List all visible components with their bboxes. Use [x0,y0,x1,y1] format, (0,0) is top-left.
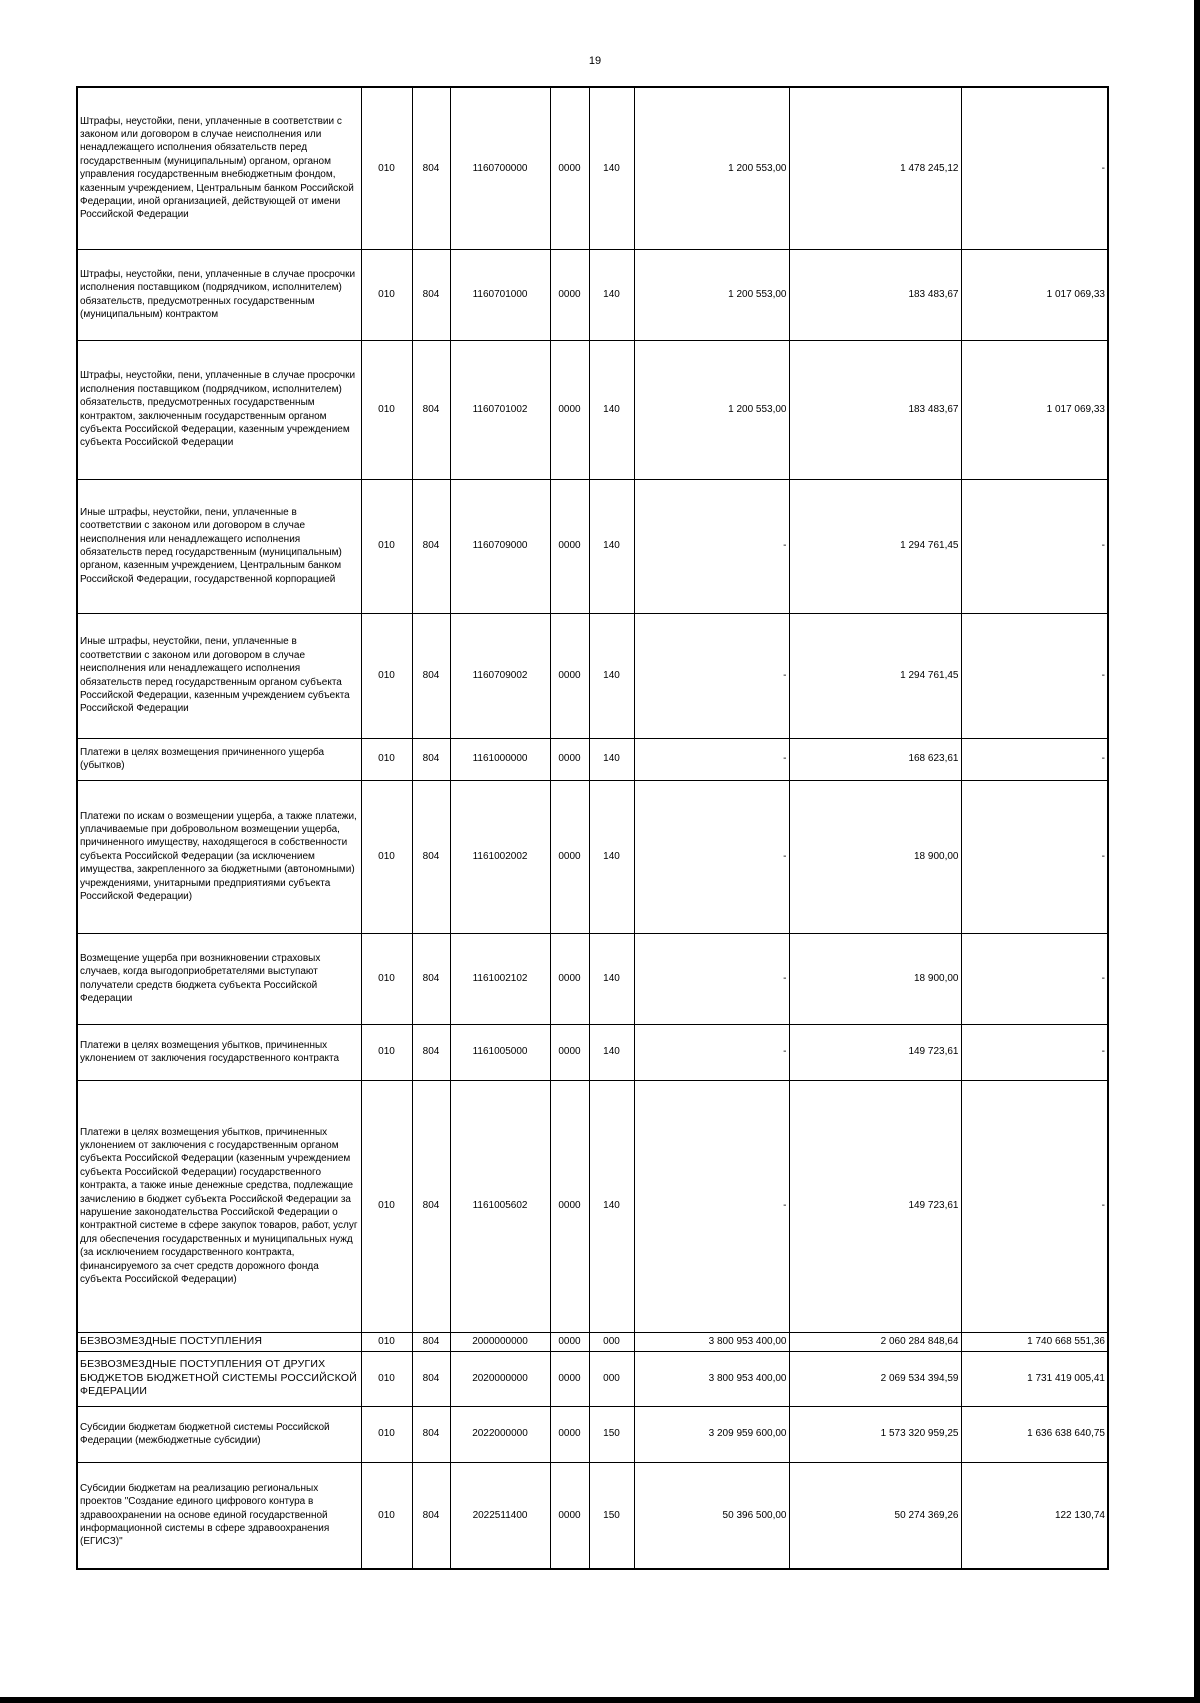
approved-amount: - [634,738,789,780]
admin-code: 804 [412,479,450,613]
scan-border-bottom [0,1697,1200,1703]
approved-amount: 1 200 553,00 [634,87,789,249]
income-name: Возмещение ущерба при возникновении страховых случаев, когда выгодоприобретателями выступают получатели средств бюджета субъекта Российской Федерации [77,933,361,1024]
line-code: 010 [361,1462,412,1569]
income-code: 2022000000 [450,1406,550,1462]
table-row [77,87,1108,249]
table-row [77,1080,1108,1332]
table-row [77,933,1108,1024]
subtype-code: 140 [589,249,634,340]
program-code: 0000 [550,340,589,479]
unexecuted-amount: - [961,738,1108,780]
admin-code: 804 [412,933,450,1024]
unexecuted-amount: - [961,479,1108,613]
program-code: 0000 [550,613,589,738]
table-row [77,613,1108,738]
income-name: Платежи по искам о возмещении ущерба, а также платежи, уплачиваемые при добровольном возмещении ущерба, причиненного имуществу, находящегося в собственности субъекта Российской Федерации (за исключением имущества, закрепленного за бюджетными (автономными) учреждениями, унитарными предприятиями субъекта Российской Федерации) [77,780,361,933]
subtype-code: 140 [589,479,634,613]
income-code: 1161002102 [450,933,550,1024]
income-code: 2022511400 [450,1462,550,1569]
unexecuted-amount: 1 017 069,33 [961,340,1108,479]
executed-amount: 149 723,61 [789,1080,961,1332]
unexecuted-amount: - [961,87,1108,249]
admin-code: 804 [412,340,450,479]
unexecuted-amount: - [961,1080,1108,1332]
unexecuted-amount: - [961,780,1108,933]
table-row [77,340,1108,479]
income-name: БЕЗВОЗМЕЗДНЫЕ ПОСТУПЛЕНИЯ ОТ ДРУГИХ БЮДЖЕТОВ БЮДЖЕТНОЙ СИСТЕМЫ РОССИЙСКОЙ ФЕДЕРАЦИИ [77,1351,361,1406]
admin-code: 804 [412,780,450,933]
table-row [77,1462,1108,1569]
admin-code: 804 [412,1024,450,1080]
approved-amount: 50 396 500,00 [634,1462,789,1569]
income-name: Иные штрафы, неустойки, пени, уплаченные в соответствии с законом или договором в случае неисполнения или ненадлежащего исполнения обязательств перед государственным органом субъекта Российской Федерации, казенным учреждением субъекта Российской Федерации [77,613,361,738]
admin-code: 804 [412,249,450,340]
income-execution-table [76,86,1109,1570]
income-code: 1160709002 [450,613,550,738]
subtype-code: 150 [589,1462,634,1569]
executed-amount: 183 483,67 [789,249,961,340]
executed-amount: 149 723,61 [789,1024,961,1080]
executed-amount: 1 294 761,45 [789,479,961,613]
unexecuted-amount: 1 731 419 005,41 [961,1351,1108,1406]
program-code: 0000 [550,1351,589,1406]
income-code: 1161002002 [450,780,550,933]
unexecuted-amount: 1 636 638 640,75 [961,1406,1108,1462]
line-code: 010 [361,1406,412,1462]
executed-amount: 183 483,67 [789,340,961,479]
subtype-code: 140 [589,87,634,249]
unexecuted-amount: 122 130,74 [961,1462,1108,1569]
table-row [77,780,1108,933]
table-row [77,1332,1108,1351]
income-code: 1160701002 [450,340,550,479]
program-code: 0000 [550,933,589,1024]
approved-amount: - [634,613,789,738]
line-code: 010 [361,479,412,613]
line-code: 010 [361,1024,412,1080]
admin-code: 804 [412,613,450,738]
line-code: 010 [361,249,412,340]
scan-border-right [1194,0,1200,1703]
program-code: 0000 [550,738,589,780]
page-number: 19 [588,55,602,67]
program-code: 0000 [550,87,589,249]
income-code: 2000000000 [450,1332,550,1351]
program-code: 0000 [550,479,589,613]
income-name: Платежи в целях возмещения убытков, причиненных уклонением от заключения государственного контракта [77,1024,361,1080]
line-code: 010 [361,613,412,738]
income-name: Иные штрафы, неустойки, пени, уплаченные в соответствии с законом или договором в случае неисполнения или ненадлежащего исполнения обязательств перед государственным (муниципальным) органом, казенным учреждением, Центральным банком Российской Федерации, государственной корпорацией [77,479,361,613]
line-code: 010 [361,1351,412,1406]
line-code: 010 [361,1080,412,1332]
subtype-code: 150 [589,1406,634,1462]
income-code: 2020000000 [450,1351,550,1406]
subtype-code: 000 [589,1351,634,1406]
executed-amount: 50 274 369,26 [789,1462,961,1569]
subtype-code: 140 [589,613,634,738]
executed-amount: 168 623,61 [789,738,961,780]
program-code: 0000 [550,1406,589,1462]
program-code: 0000 [550,1024,589,1080]
income-code: 1160701000 [450,249,550,340]
income-name: Субсидии бюджетам на реализацию региональных проектов "Создание единого цифрового контура в здравоохранении на основе единой государственной информационной системы в сфере здравоохранения (ЕГИСЗ)" [77,1462,361,1569]
approved-amount: - [634,1080,789,1332]
admin-code: 804 [412,1406,450,1462]
income-name: Платежи в целях возмещения убытков, причиненных уклонением от заключения с государственным органом субъекта Российской Федерации (казенным учреждением субъекта Российской Федерации) государственного контракта, а также иные денежные средства, подлежащие зачислению в бюджет субъекта Российской Федерации за нарушение законодательства Российской Федерации о контрактной системе в сфере закупок товаров, работ, услуг для обеспечения государственных и муниципальных нужд (за исключением государственного контракта, финансируемого за счет средств дорожного фонда субъекта Российской Федерации) [77,1080,361,1332]
unexecuted-amount: 1 740 668 551,36 [961,1332,1108,1351]
executed-amount: 2 060 284 848,64 [789,1332,961,1351]
program-code: 0000 [550,1332,589,1351]
table-row [77,1406,1108,1462]
approved-amount: 3 209 959 600,00 [634,1406,789,1462]
approved-amount: 3 800 953 400,00 [634,1332,789,1351]
table-row [77,249,1108,340]
income-code: 1161000000 [450,738,550,780]
program-code: 0000 [550,1080,589,1332]
executed-amount: 18 900,00 [789,933,961,1024]
executed-amount: 1 573 320 959,25 [789,1406,961,1462]
subtype-code: 140 [589,1024,634,1080]
income-code: 1161005000 [450,1024,550,1080]
income-name: БЕЗВОЗМЕЗДНЫЕ ПОСТУПЛЕНИЯ [77,1332,361,1351]
approved-amount: 3 800 953 400,00 [634,1351,789,1406]
admin-code: 804 [412,1080,450,1332]
approved-amount: - [634,479,789,613]
executed-amount: 2 069 534 394,59 [789,1351,961,1406]
income-name: Платежи в целях возмещения причиненного ущерба (убытков) [77,738,361,780]
income-code: 1161005602 [450,1080,550,1332]
unexecuted-amount: 1 017 069,33 [961,249,1108,340]
subtype-code: 140 [589,1080,634,1332]
line-code: 010 [361,87,412,249]
admin-code: 804 [412,1462,450,1569]
income-code: 1160709000 [450,479,550,613]
line-code: 010 [361,933,412,1024]
table-row [77,738,1108,780]
executed-amount: 18 900,00 [789,780,961,933]
table-row [77,1024,1108,1080]
admin-code: 804 [412,87,450,249]
income-name: Штрафы, неустойки, пени, уплаченные в соответствии с законом или договором в случае неисполнения или ненадлежащего исполнения обязательств перед государственным (муниципальным) органом, органом управления государственным внебюджетным фондом, казенным учреждением, Центральным банком Российской Федерации, иной организацией, действующей от имени Российской Федерации [77,87,361,249]
income-name: Штрафы, неустойки, пени, уплаченные в случае просрочки исполнения поставщиком (подрядчиком, исполнителем) обязательств, предусмотренных государственным (муниципальным) контрактом [77,249,361,340]
line-code: 010 [361,738,412,780]
approved-amount: - [634,933,789,1024]
subtype-code: 140 [589,780,634,933]
approved-amount: 1 200 553,00 [634,249,789,340]
income-code: 1160700000 [450,87,550,249]
admin-code: 804 [412,1351,450,1406]
approved-amount: - [634,780,789,933]
subtype-code: 140 [589,340,634,479]
program-code: 0000 [550,249,589,340]
executed-amount: 1 294 761,45 [789,613,961,738]
table-row [77,1351,1108,1406]
subtype-code: 140 [589,738,634,780]
approved-amount: - [634,1024,789,1080]
subtype-code: 140 [589,933,634,1024]
income-name: Субсидии бюджетам бюджетной системы Российской Федерации (межбюджетные субсидии) [77,1406,361,1462]
line-code: 010 [361,1332,412,1351]
unexecuted-amount: - [961,933,1108,1024]
unexecuted-amount: - [961,1024,1108,1080]
executed-amount: 1 478 245,12 [789,87,961,249]
program-code: 0000 [550,1462,589,1569]
line-code: 010 [361,340,412,479]
approved-amount: 1 200 553,00 [634,340,789,479]
admin-code: 804 [412,738,450,780]
subtype-code: 000 [589,1332,634,1351]
table-row [77,479,1108,613]
income-name: Штрафы, неустойки, пени, уплаченные в случае просрочки исполнения поставщиком (подрядчиком, исполнителем) обязательств, предусмотренных государственным контрактом, заключенным государственным органом субъекта Российской Федерации, казенным учреждением субъекта Российской Федерации [77,340,361,479]
line-code: 010 [361,780,412,933]
admin-code: 804 [412,1332,450,1351]
program-code: 0000 [550,780,589,933]
unexecuted-amount: - [961,613,1108,738]
